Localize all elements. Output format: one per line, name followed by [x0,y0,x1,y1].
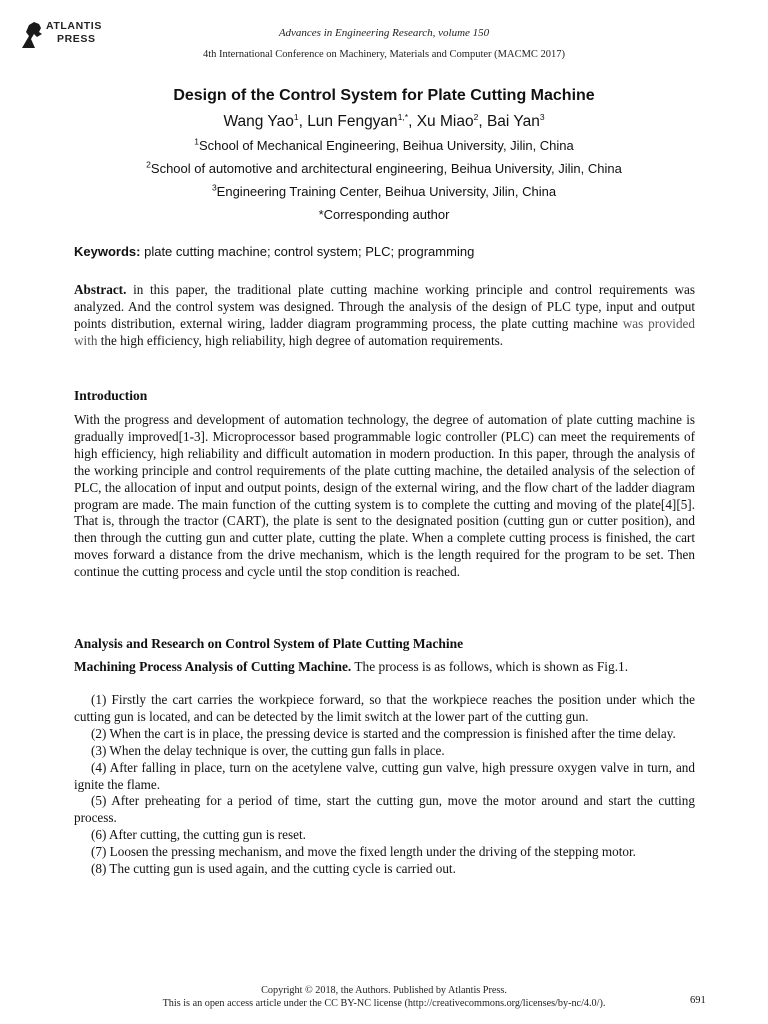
introduction-heading: Introduction [74,388,148,403]
abstract-highlight: was provided with [74,315,696,348]
abstract-label: Abstract. [74,282,127,297]
process-steps [74,692,695,878]
process-step: (7) Loosen the pressing mechanism, and move the fixed length under the driving of the stepping motor. [91,844,636,860]
affiliation-text: School of automotive and architectural engineering, Beihua University, Jilin, China [150,161,622,176]
author-separator: , [478,113,487,130]
process-step: (2) When the cart is in place, the pressing device is started and the compression is finished after the time delay. [91,725,676,741]
section-heading: Analysis and Research on Control System of Plate Cutting Machine [74,636,464,651]
keywords [74,244,474,259]
author-list [0,113,768,131]
process-step: (3) When the delay technique is over, the cutting gun falls in place. [91,742,445,758]
process-step: (6) After cutting, the cutting gun is reset. [91,827,306,843]
page-number: 691 [690,995,706,1006]
author-mark: 3 [539,111,545,122]
affiliation-3 [0,184,768,199]
author-separator: , [408,113,417,130]
affiliation-text: Engineering Training Center, Beihua University, Jilin, China [216,184,557,199]
author-mark: 1,* [397,111,409,122]
subsection-label: Machining Process Analysis of Cutting Machine. [74,659,352,674]
conference-name: 4th International Conference on Machinery, Materials and Computer (MACMC 2017) [202,49,566,60]
author-name: Lun Fengyan [307,113,398,130]
author-mark: 1 [293,111,299,122]
author-mark: 2 [473,111,479,122]
affiliation-1 [0,138,768,153]
corresponding-author-note: *Corresponding author [318,207,450,222]
subsection-text: The process is as follows, which is shown as Fig.1. [354,659,629,674]
author-separator: , [298,113,308,130]
abstract-text: in this paper, the traditional plate cutting machine working principle and control requirements was analyzed. And the control system was designed. Through the analysis of the design of PLC type, input and output points distribution, external wiring, ladder diagram programming process, the plate cutting machine [74,282,696,331]
affiliation-2 [0,161,768,176]
abstract-text-end: the high efficiency, high reliability, high degree of automation requirements. [100,332,504,348]
affiliation-mark: 3 [211,182,217,193]
copyright-notice: Copyright © 2018, the Authors. Published by Atlantis Press. [261,985,507,996]
logo-line-2: PRESS [57,32,96,45]
affiliation-mark: 2 [146,159,151,170]
subsection-paragraph [74,659,695,676]
author-name: Bai Yan [486,113,540,130]
process-step: (1) Firstly the cart carries the workpiece forward, so that the workpiece reaches the position under which the cutting gun is located, and can be detected by the limit switch at the lower part of the cutting gun. [74,692,695,724]
affiliation-text: School of Mechanical Engineering, Beihua University, Jilin, China [198,138,574,153]
logo-line-1: ATLANTIS [46,20,102,32]
paper-title: Design of the Control System for Plate Cutting Machine [173,87,595,104]
author-name: Wang Yao [223,113,294,130]
author-name: Xu Miao [416,113,474,130]
affiliation-mark: 1 [194,136,199,147]
abstract [74,282,695,350]
license-notice: This is an open access article under the CC BY-NC license (http://creativecommons.org/licenses/by-nc/4.0/). [162,998,606,1009]
introduction-paragraph: With the progress and development of automation technology, the degree of automation of plate cutting machine is gradually improved[1-3]. Microprocessor based programmable logic controller (PLC) can meet the requirements of high efficiency, high reliability and difficult automation in modern production. In this paper, through the analysis of the working principle and control requirements of the plate cutting machine, the detailed analysis of the selection of PLC, the allocation of input and output points, design of the external wiring, and the flow chart of the ladder diagram program are made. The main function of the cutting system is to complete the cutting and moving of the plate[4][5]. That is, through the tractor (CART), the plate is sent to the designated position (cutting gun or cutter position), and then through the cutting gun and cutter plate, cutting the plate. When a complete cutting process is finished, the cart moves forward a distance from the drive mechanism, which is the length required for the program to be set. Then continue the cutting process and cycle until the stop condition is reached. [74,412,695,580]
keywords-label: Keywords: [74,244,141,259]
process-step: (5) After preheating for a period of time, start the cutting gun, move the motor around and start the cutting process. [74,793,695,826]
process-step: (8) The cutting gun is used again, and the cutting cycle is carried out. [91,861,456,877]
keywords-text: plate cutting machine; control system; PLC; programming [144,244,475,259]
process-step: (4) After falling in place, turn on the acetylene valve, cutting gun valve, high pressure oxygen valve in turn, and ignite the flame. [74,759,695,792]
journal-name: Advances in Engineering Research, volume 150 [278,27,490,39]
